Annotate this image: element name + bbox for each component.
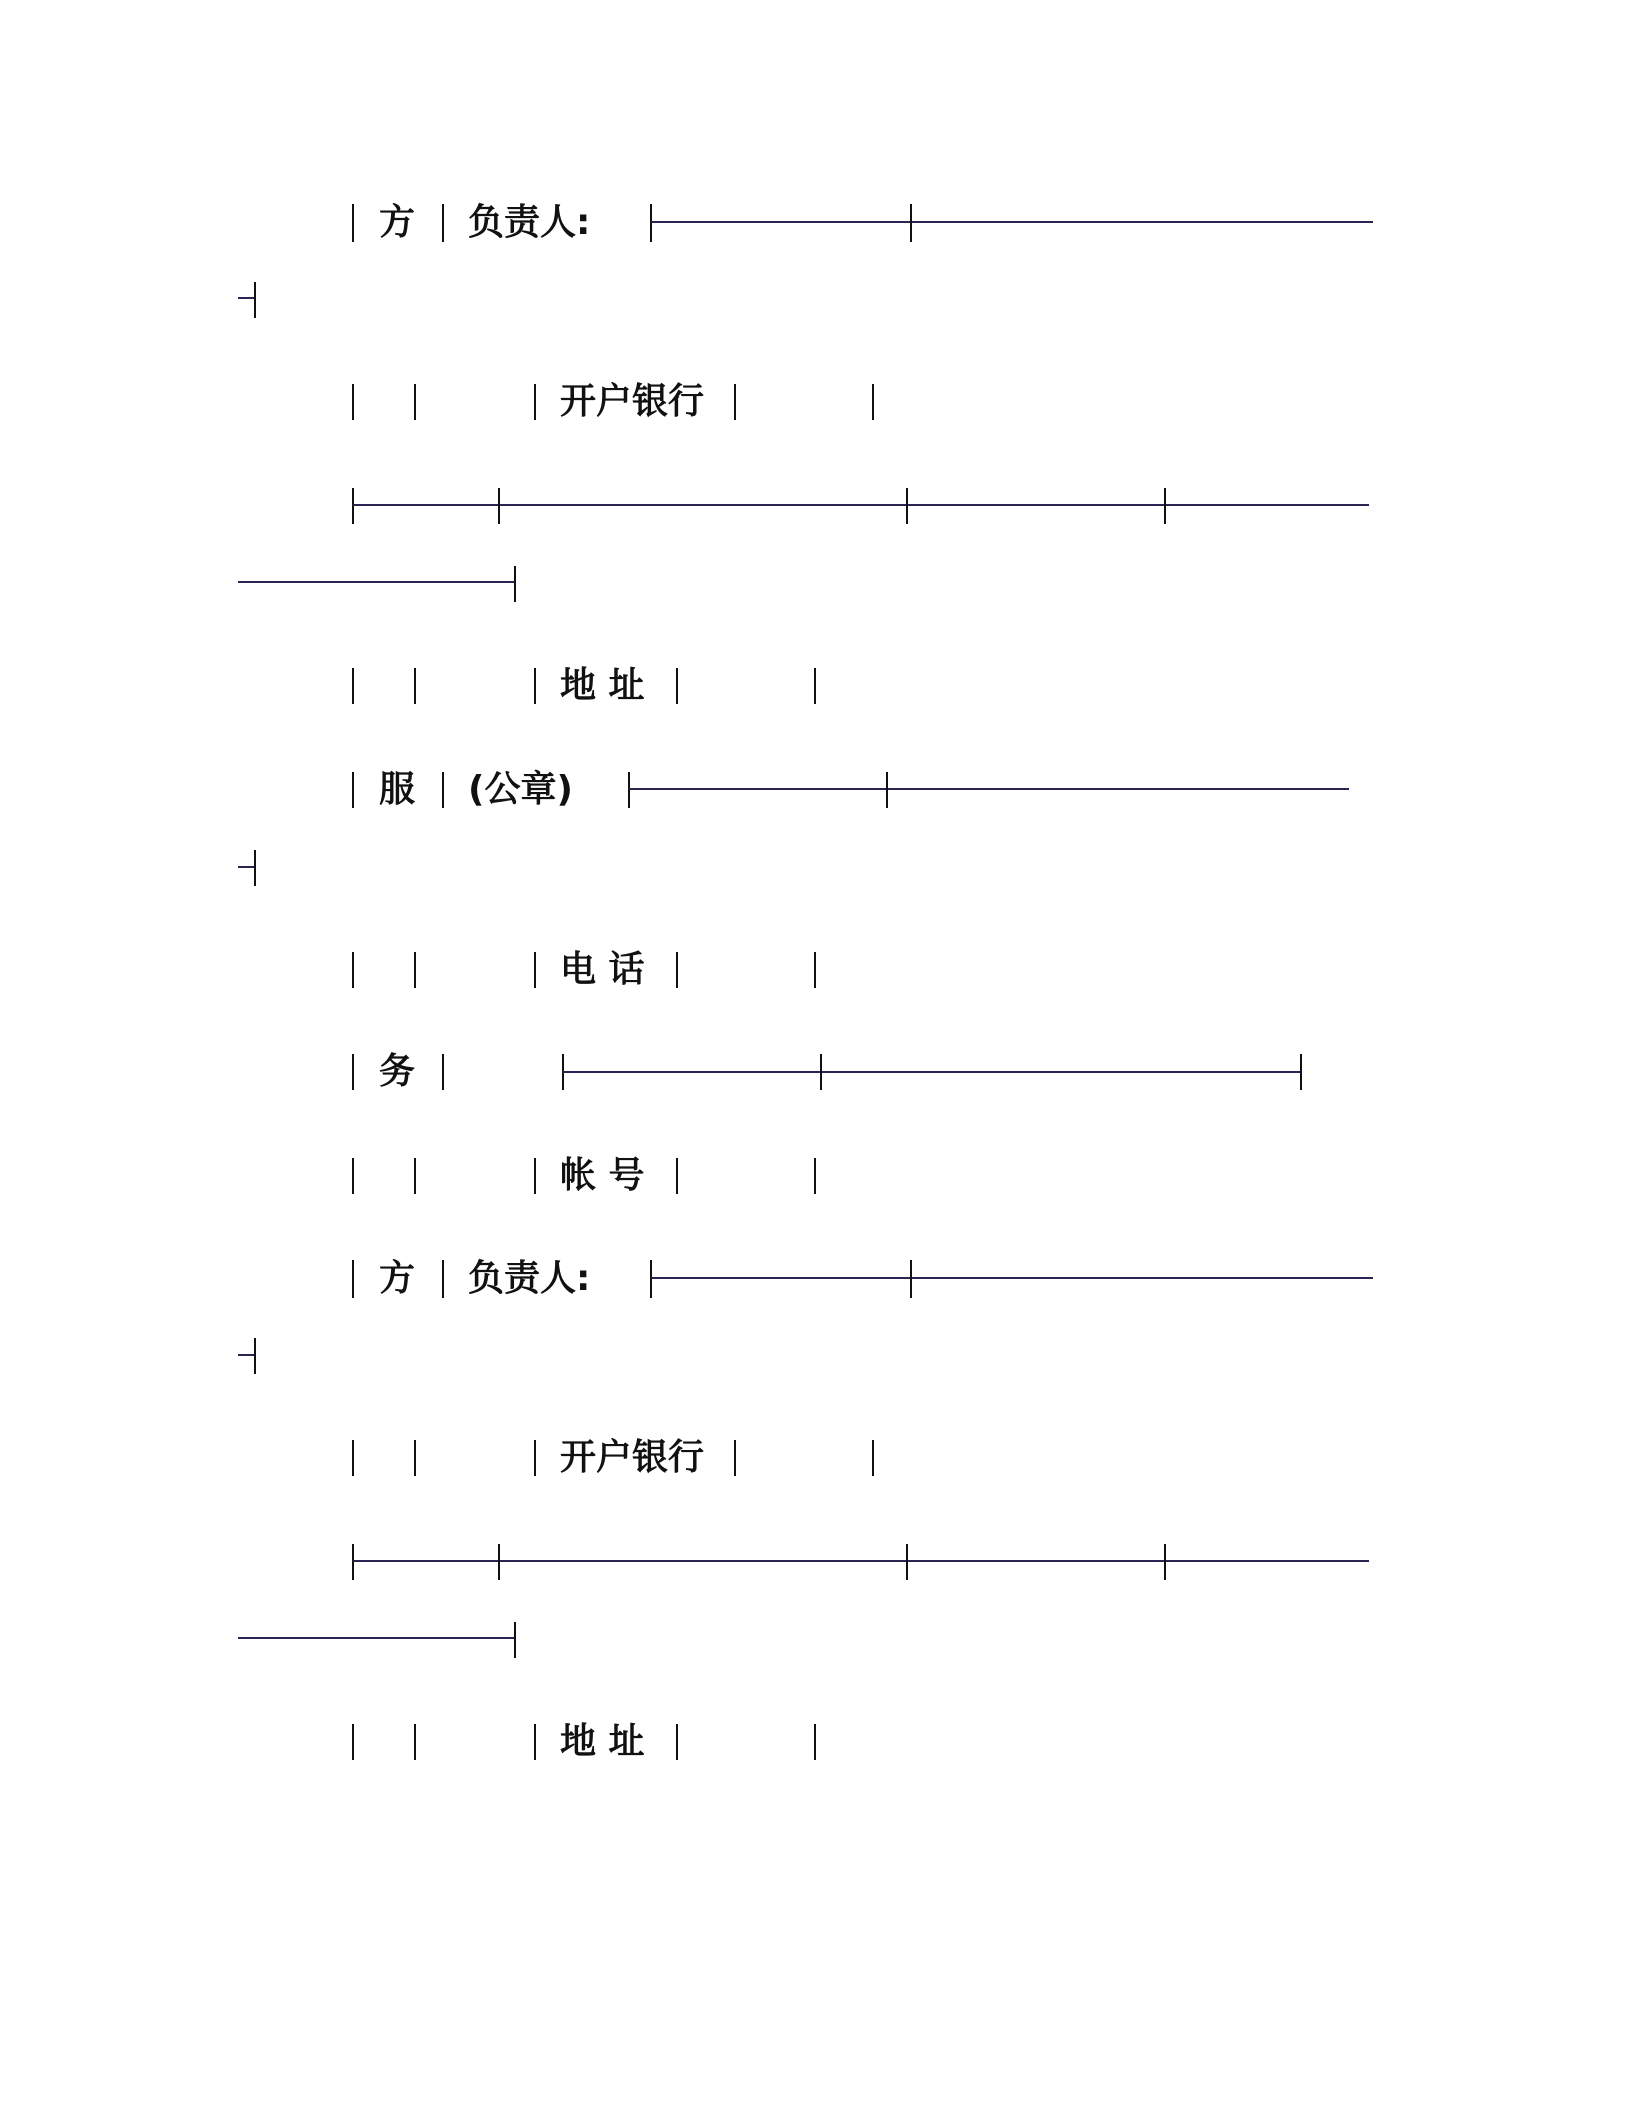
table-border (254, 1338, 256, 1374)
table-border (352, 1440, 354, 1476)
person-in-charge-label: 负责人: (468, 1258, 591, 1299)
table-border (814, 952, 816, 988)
address-label: 地 址 (560, 665, 645, 706)
table-border (352, 204, 354, 242)
table-border (352, 952, 354, 988)
seal-label: (公章) (468, 769, 573, 810)
table-border (676, 1158, 678, 1194)
table-border (872, 384, 874, 420)
table-border (254, 850, 256, 886)
account-label: 帐 号 (560, 1155, 645, 1196)
table-border (820, 1054, 822, 1090)
table-border (534, 1440, 536, 1476)
table-border (442, 204, 444, 242)
table-border (414, 384, 416, 420)
table-border (534, 1158, 536, 1194)
table-border (734, 384, 736, 420)
bank-label: 开户银行 (560, 1437, 705, 1478)
table-border (442, 772, 444, 808)
table-border (1300, 1054, 1302, 1090)
party-label: 方 (379, 202, 416, 243)
table-border (628, 772, 630, 808)
table-border (238, 1637, 514, 1639)
phone-label: 电 话 (560, 949, 645, 990)
table-border (352, 1260, 354, 1298)
table-border (814, 1158, 816, 1194)
table-border (734, 1440, 736, 1476)
table-border (353, 504, 1369, 506)
table-border (442, 1260, 444, 1298)
table-border (414, 952, 416, 988)
table-border (442, 1054, 444, 1090)
table-border (352, 1158, 354, 1194)
table-border (906, 488, 908, 524)
table-border (352, 384, 354, 420)
table-border (910, 204, 912, 242)
table-border (352, 668, 354, 704)
table-border (629, 788, 1349, 790)
table-border (498, 488, 500, 524)
table-border (1164, 1544, 1166, 1580)
table-border (563, 1071, 1301, 1073)
table-border (352, 1724, 354, 1760)
table-border (352, 1054, 354, 1090)
table-border (534, 668, 536, 704)
table-border (872, 1440, 874, 1476)
table-border (238, 866, 254, 868)
table-border (676, 952, 678, 988)
table-border (352, 488, 354, 524)
table-border (676, 668, 678, 704)
table-border (534, 1724, 536, 1760)
table-border (238, 297, 254, 299)
table-border (352, 772, 354, 808)
table-border (414, 1158, 416, 1194)
address-label: 地 址 (560, 1721, 645, 1762)
table-border (353, 1560, 1369, 1562)
table-border (906, 1544, 908, 1580)
table-border (814, 668, 816, 704)
table-border (1164, 488, 1166, 524)
bank-label: 开户银行 (560, 381, 705, 422)
table-border (238, 1354, 254, 1356)
person-in-charge-label: 负责人: (468, 202, 591, 243)
table-border (651, 221, 1373, 223)
table-border (886, 772, 888, 808)
table-border (534, 384, 536, 420)
service-label: 服 (379, 769, 416, 810)
party-label: 方 (379, 1258, 416, 1299)
table-border (414, 1440, 416, 1476)
affairs-label: 务 (379, 1051, 416, 1092)
table-border (814, 1724, 816, 1760)
table-border (534, 952, 536, 988)
table-border (414, 668, 416, 704)
table-border (414, 1724, 416, 1760)
table-border (498, 1544, 500, 1580)
table-border (514, 1622, 516, 1658)
table-border (651, 1277, 1373, 1279)
table-border (514, 566, 516, 602)
table-border (910, 1260, 912, 1298)
table-border (352, 1544, 354, 1580)
table-border (650, 204, 652, 242)
table-border (254, 282, 256, 318)
table-border (650, 1260, 652, 1298)
table-border (238, 581, 514, 583)
table-border (676, 1724, 678, 1760)
